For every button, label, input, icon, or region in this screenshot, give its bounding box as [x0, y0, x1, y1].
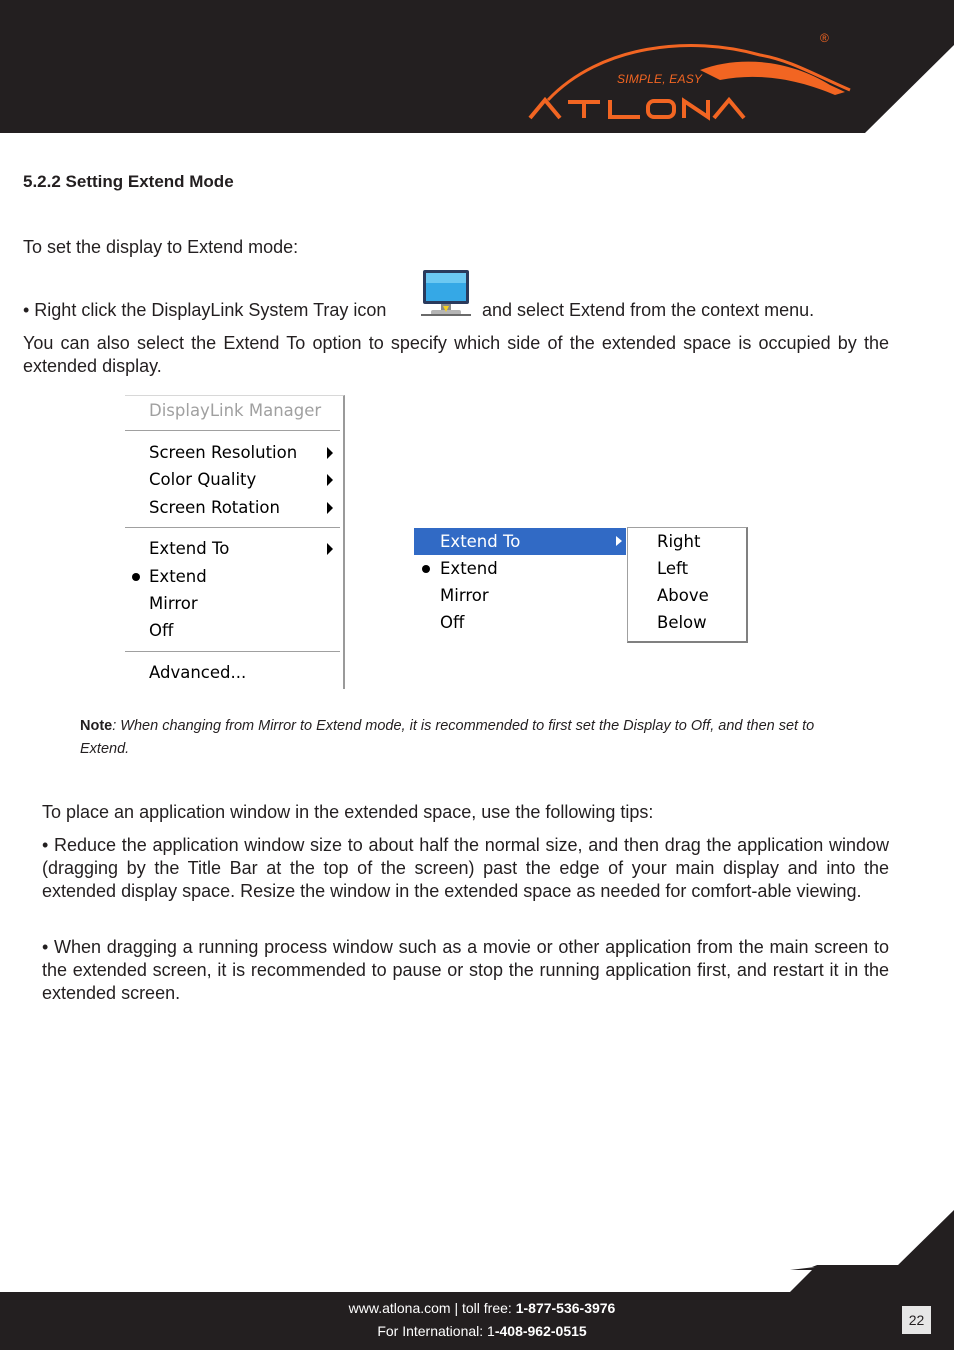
displaylink-monitor-icon [419, 268, 473, 320]
menu-item-off[interactable]: Off [440, 613, 465, 632]
selected-bullet-icon [422, 565, 430, 573]
submenu-arrow-icon [616, 536, 622, 546]
footer-toll-free: 1-877-536-3976 [515, 1300, 616, 1316]
registered-mark: ® [820, 31, 829, 45]
note [80, 715, 840, 761]
menu-item-mirror[interactable]: Mirror [440, 586, 489, 605]
extend-to-menu [413, 527, 626, 641]
menu-item-mirror[interactable]: Mirror [149, 594, 198, 613]
submenu-arrow-icon [327, 502, 333, 514]
footer-web: www.atlona.com | toll free: [348, 1300, 516, 1316]
submenu-item-below[interactable]: Below [657, 613, 707, 632]
menu-separator [125, 430, 340, 432]
page-number: 22 [902, 1306, 931, 1334]
tips-intro: To place an application window in the extended space, use the following tips: [42, 802, 654, 822]
displaylink-context-menu [125, 395, 345, 689]
note-text: : When changing from Mirror to Extend mode, it is recommended to first set the Display to Off, and then set to Extend. [80, 718, 815, 757]
menu-item-screen-resolution[interactable]: Screen Resolution [149, 443, 298, 462]
menu-item-off[interactable]: Off [149, 621, 174, 640]
submenu-arrow-icon [327, 447, 333, 459]
brand-tagline: SIMPLE, EASY [617, 72, 703, 86]
selected-bullet-icon [132, 573, 140, 581]
menu-separator [125, 651, 340, 653]
intro-text: To set the display to Extend mode: [23, 237, 299, 257]
submenu-item-right[interactable]: Right [657, 532, 701, 551]
note-label: Note [80, 718, 113, 734]
footer-corner [0, 1210, 954, 1270]
tip-2: • When dragging a running process window such as a movie or other application from the main screen to the extended screen, it is recommended to pause or stop the running application first, and restart it in the extended screen. [42, 937, 889, 1003]
menu-item-extend[interactable]: Extend [440, 559, 498, 578]
menu-item-advanced[interactable]: Advanced... [149, 663, 247, 682]
submenu-item-left[interactable]: Left [657, 559, 689, 578]
menu-item-screen-rotation[interactable]: Screen Rotation [149, 498, 280, 517]
footer-contact-line [0, 1300, 954, 1316]
menu-separator [125, 527, 340, 529]
menu-item-extend-to[interactable]: Extend To [149, 539, 230, 558]
menu-title: DisplayLink Manager [149, 401, 322, 420]
footer-intl-number: -408-962-0515 [494, 1323, 587, 1339]
page-header [0, 0, 954, 133]
submenu-arrow-icon [327, 543, 333, 555]
extend-direction-submenu [627, 527, 748, 643]
menu-item-color-quality[interactable]: Color Quality [149, 470, 257, 489]
footer-intl-label: For International: 1 [377, 1323, 495, 1339]
footer-intl-line [0, 1323, 954, 1339]
bullet1-before: • Right click the DisplayLink System Tray icon [23, 300, 387, 320]
menu-item-extend-to[interactable]: Extend To [440, 532, 521, 551]
submenu-item-above[interactable]: Above [657, 586, 709, 605]
tip-1: • Reduce the application window size to about half the normal size, and then drag the application window (dragging by the Title Bar at the top of the screen) past the edge of your main display and into the extended display space. Resize the window in the extended space as needed for comfort-able viewing. [42, 835, 889, 901]
bullet1-after: and select Extend from the context menu. [482, 300, 815, 320]
section-title: 5.2.2 Setting Extend Mode [23, 172, 234, 191]
submenu-arrow-icon [327, 474, 333, 486]
header-band [0, 0, 954, 133]
extend-to-paragraph: You can also select the Extend To option to specify which side of the extended space is occupied by the extended display. [23, 333, 889, 376]
menu-item-extend[interactable]: Extend [149, 567, 207, 586]
